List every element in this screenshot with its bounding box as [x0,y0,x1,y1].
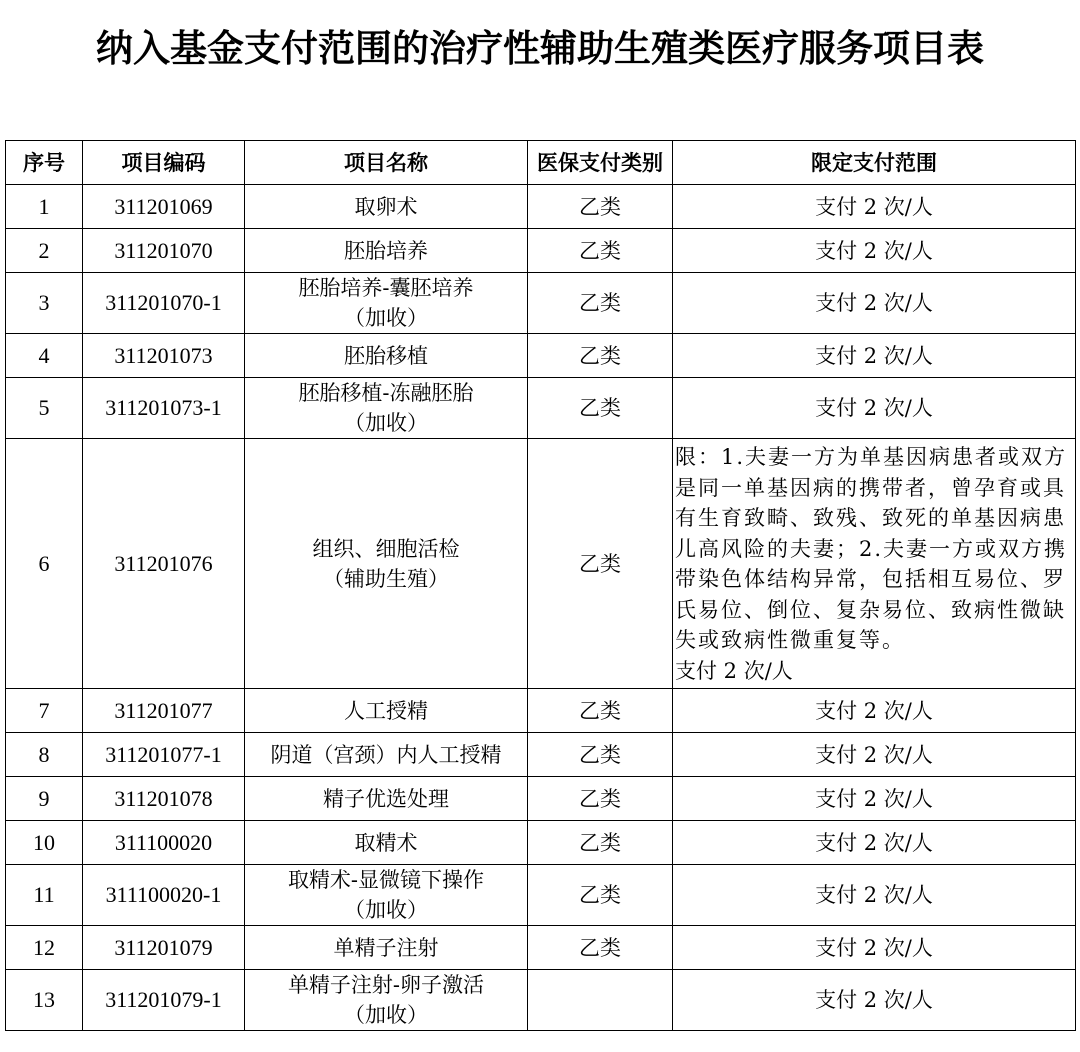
cell-code: 311201078 [83,777,245,821]
cell-code: 311201076 [83,439,245,689]
cell-name-sub: （加收） [344,411,428,435]
cell-code: 311201073 [83,334,245,378]
table-row [6,733,1076,777]
cell-scope: 支付 2 次/人 [673,970,1076,1031]
table-row [6,865,1076,926]
cell-category: 乙类 [528,821,673,865]
cell-scope: 支付 2 次/人 [673,865,1076,926]
cell-scope: 支付 2 次/人 [673,185,1076,229]
table-row [6,229,1076,273]
header-name: 项目名称 [245,141,528,185]
cell-name [245,439,528,689]
cell-name: 单精子注射 [245,926,528,970]
cell-scope: 支付 2 次/人 [673,777,1076,821]
cell-name [245,865,528,926]
table-row [6,777,1076,821]
table-row [6,185,1076,229]
cell-name: 人工授精 [245,689,528,733]
cell-scope: 支付 2 次/人 [673,689,1076,733]
cell-serial: 8 [6,733,83,777]
cell-serial: 1 [6,185,83,229]
cell-serial: 3 [6,273,83,334]
cell-scope: 支付 2 次/人 [673,733,1076,777]
cell-name-main: 组织、细胞活检 [312,536,460,561]
cell-name-sub: （加收） [344,1003,428,1027]
cell-serial: 4 [6,334,83,378]
cell-serial: 13 [6,970,83,1031]
cell-name-main: 胚胎培养-囊胚培养 [298,276,474,300]
cell-code: 311100020-1 [83,865,245,926]
cell-scope [673,439,1076,689]
cell-category: 乙类 [528,229,673,273]
cell-name: 取卵术 [245,185,528,229]
cell-category: 乙类 [528,926,673,970]
cell-name [245,273,528,334]
cell-code: 311201069 [83,185,245,229]
cell-code: 311201079 [83,926,245,970]
header-serial: 序号 [6,141,83,185]
cell-name-sub: （加收） [344,898,428,922]
cell-serial: 5 [6,378,83,439]
cell-scope: 支付 2 次/人 [673,273,1076,334]
cell-serial: 12 [6,926,83,970]
cell-category: 乙类 [528,439,673,689]
table-row [6,273,1076,334]
cell-category: 乙类 [528,689,673,733]
table-row [6,821,1076,865]
cell-scope: 支付 2 次/人 [673,926,1076,970]
table-row [6,689,1076,733]
cell-scope: 支付 2 次/人 [673,229,1076,273]
table-row [6,439,1076,689]
cell-name [245,970,528,1031]
cell-serial: 10 [6,821,83,865]
cell-serial: 6 [6,439,83,689]
cell-serial: 11 [6,865,83,926]
cell-serial: 2 [6,229,83,273]
cell-scope: 支付 2 次/人 [673,821,1076,865]
scope-limit: 支付 2 次/人 [675,658,793,683]
page-title: 纳入基金支付范围的治疗性辅助生殖类医疗服务项目表 [96,27,984,70]
cell-name: 胚胎移植 [245,334,528,378]
cell-name-main: 胚胎移植-冻融胚胎 [298,381,474,405]
table-row [6,926,1076,970]
table-header-row [6,141,1076,185]
table-row [6,970,1076,1031]
cell-category: 乙类 [528,777,673,821]
cell-name-main: 取精术-显微镜下操作 [287,868,485,892]
cell-name: 阴道（宫颈）内人工授精 [245,733,528,777]
service-items-table [5,140,1076,1031]
scope-restriction-note: 限：1.夫妻一方为单基因病患者或双方是同一单基因病的携带者，曾孕育或具有生育致畸、致残、致死的单基因病患儿高风险的夫妻；2.夫妻一方或双方携带染色体结构异常，包括相互易位、罗氏易位、倒位、复杂易位、致病性微缺失或致病性微重复等。 [675,445,1068,652]
cell-code: 311201079-1 [83,970,245,1031]
cell-category: 乙类 [528,334,673,378]
table-row [6,334,1076,378]
cell-scope: 支付 2 次/人 [673,334,1076,378]
header-scope: 限定支付范围 [673,141,1076,185]
cell-category [528,970,673,1031]
cell-code: 311100020 [83,821,245,865]
cell-category: 乙类 [528,185,673,229]
cell-category: 乙类 [528,378,673,439]
cell-name: 精子优选处理 [245,777,528,821]
header-category: 医保支付类别 [528,141,673,185]
table-row [6,378,1076,439]
cell-name-sub: （辅助生殖） [323,566,449,591]
cell-code: 311201077 [83,689,245,733]
cell-scope: 支付 2 次/人 [673,378,1076,439]
cell-name-sub: （加收） [344,306,428,330]
cell-name-main: 单精子注射-卵子激活 [287,973,485,997]
cell-serial: 7 [6,689,83,733]
cell-name: 胚胎培养 [245,229,528,273]
cell-serial: 9 [6,777,83,821]
cell-code: 311201073-1 [83,378,245,439]
cell-category: 乙类 [528,733,673,777]
cell-category: 乙类 [528,865,673,926]
cell-code: 311201077-1 [83,733,245,777]
cell-name [245,378,528,439]
cell-name: 取精术 [245,821,528,865]
header-code: 项目编码 [83,141,245,185]
cell-code: 311201070-1 [83,273,245,334]
cell-code: 311201070 [83,229,245,273]
cell-category: 乙类 [528,273,673,334]
